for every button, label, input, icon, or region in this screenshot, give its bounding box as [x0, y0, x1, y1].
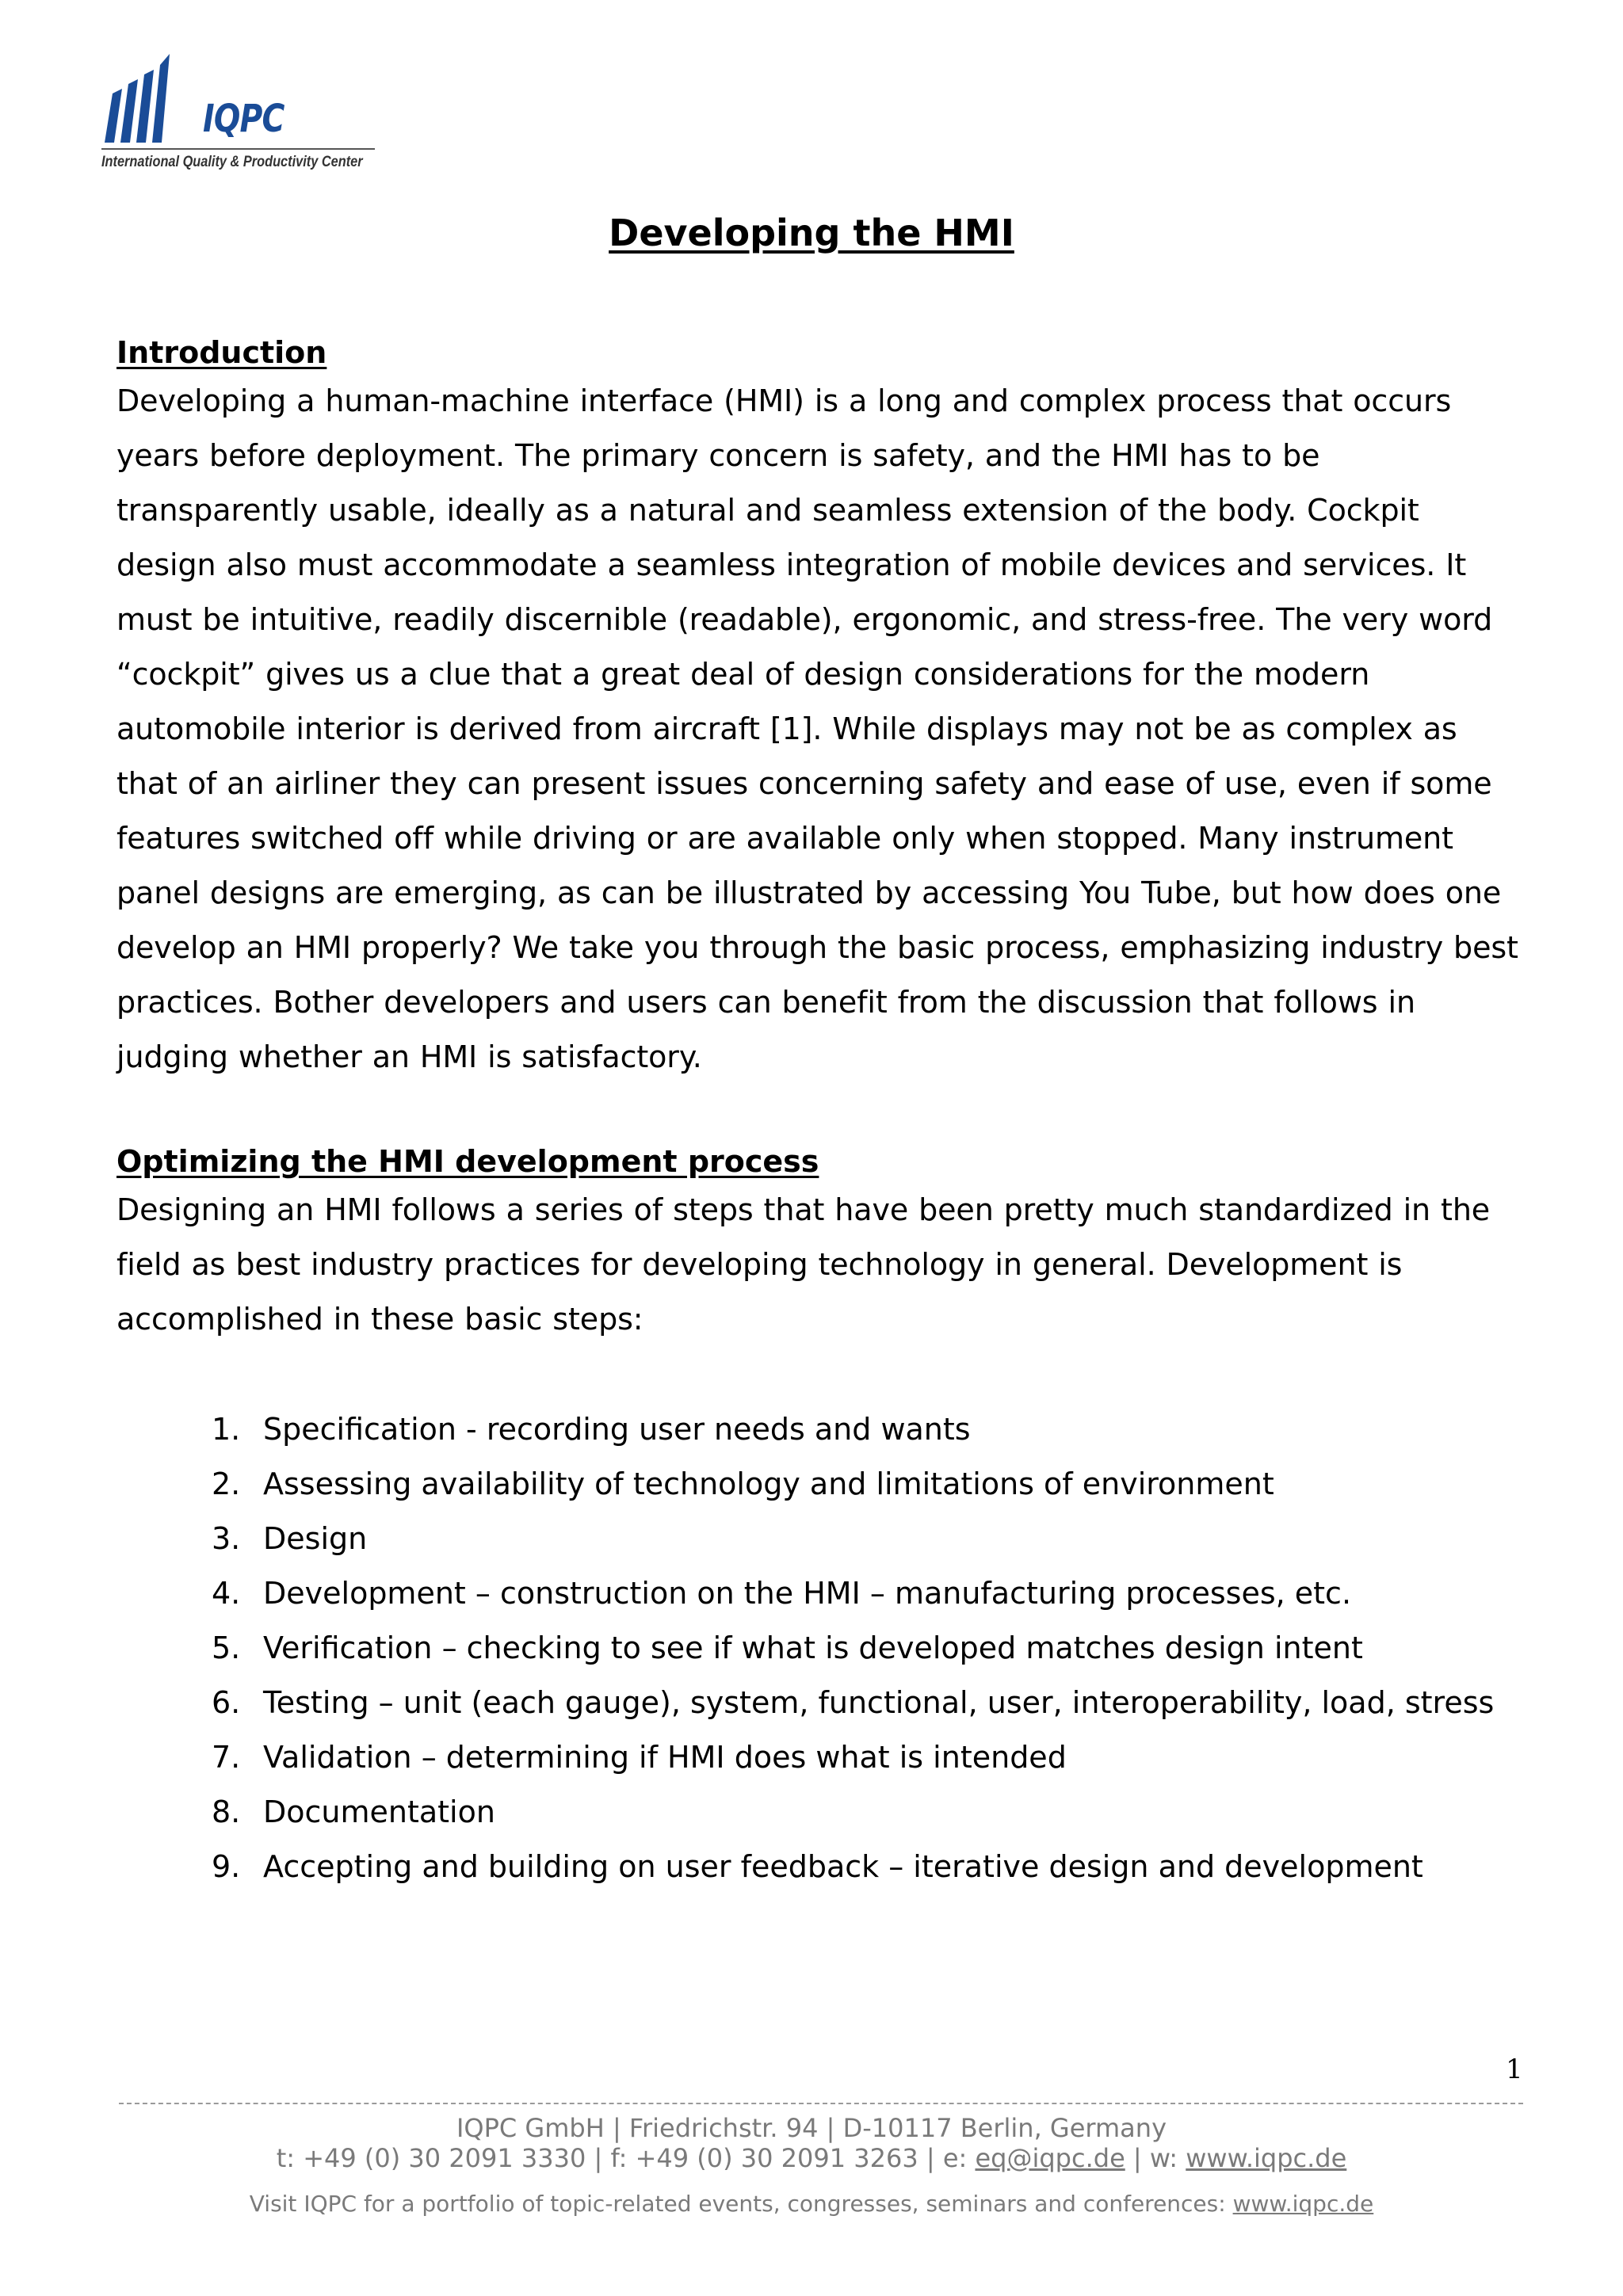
- list-item: 4. Development – construction on the HMI – manufacturing processes, etc.: [212, 1576, 1352, 1611]
- steps-list: [212, 1402, 1622, 1894]
- optimizing-paragraph: Designing an HMI follows a series of steps that have been pretty much standardized in the field as best industry practices for developing technology in general. Development is accomplished in these basic steps:: [116, 1192, 1491, 1337]
- list-spacer: [116, 1347, 1527, 1402]
- page-title: Developing the HMI: [609, 212, 1014, 254]
- list-item: 7. Validation – determining if HMI does what is intended: [212, 1740, 1067, 1775]
- website-link[interactable]: www.iqpc.de: [1186, 2143, 1347, 2173]
- logo-tagline: International Quality & Productivity Center: [101, 154, 363, 170]
- footer-divider: [119, 2103, 1523, 2104]
- document-body: [116, 331, 1527, 1894]
- introduction-paragraph: Developing a human-machine interface (HMI) is a long and complex process that occurs years before deployment. The primary concern is safety, and the HMI has to be transparently usable, ideally as a natural and seamless extension of the body. Cockpit design also must accommodate a seamless integration of mobile devices and services. It must be intuitive, readily discernible (readable), ergonomic, and stress-free. The very word “cockpit” gives us a clue that a great deal of design considerations for the modern automobile interior is derived from aircraft [1]. While displays may not be as complex as that of an airliner they can present issues concerning safety and ease of use, even if some features switched off while driving or are available only when stopped. Many instrument panel designs are emerging, as can be illustrated by accessing You Tube, but how does one develop an HMI properly? We take you through the basic process, emphasizing industry best practices. Bother developers and users can benefit from the discussion that follows in judging whether an HMI is satisfactory.: [116, 383, 1518, 1074]
- footer-contact-text: t: +49 (0) 30 2091 3330 | f: +49 (0) 30 2091 3263 | e:: [276, 2143, 976, 2173]
- footer-visit-text: Visit IQPC for a portfolio of topic-related events, congresses, seminars and conferences:: [249, 2191, 1233, 2217]
- logo-underline: [101, 148, 375, 151]
- optimizing-heading: Optimizing the HMI development process: [116, 1144, 819, 1179]
- page-number: 1: [1506, 2054, 1523, 2085]
- footer-contact: [0, 2142, 1623, 2174]
- footer-visit: [0, 2190, 1623, 2218]
- list-item: 1. Specification - recording user needs and wants: [212, 1412, 971, 1447]
- list-item: 9. Accepting and building on user feedback – iterative design and development: [212, 1849, 1423, 1884]
- list-item: 8. Documentation: [212, 1794, 495, 1829]
- email-link[interactable]: eq@iqpc.de: [975, 2143, 1125, 2173]
- list-item: 6. Testing – unit (each gauge), system, functional, user, interoperability, load, stress: [212, 1685, 1495, 1720]
- logo-bars-icon: [98, 49, 185, 152]
- introduction-heading: Introduction: [116, 335, 327, 370]
- footer-address: IQPC GmbH | Friedrichstr. 94 | D-10117 Berlin, Germany: [456, 2113, 1167, 2143]
- list-item: 2. Assessing availability of technology and limitations of environment: [212, 1466, 1274, 1501]
- logo-name: IQPC: [203, 97, 285, 141]
- footer-contact-separator: | w:: [1125, 2143, 1186, 2173]
- list-item: 3. Design: [212, 1521, 368, 1556]
- footer-visit-link[interactable]: www.iqpc.de: [1232, 2191, 1374, 2217]
- list-item: 5. Verification – checking to see if what is developed matches design intent: [212, 1630, 1363, 1665]
- section-spacer: [116, 1085, 1527, 1140]
